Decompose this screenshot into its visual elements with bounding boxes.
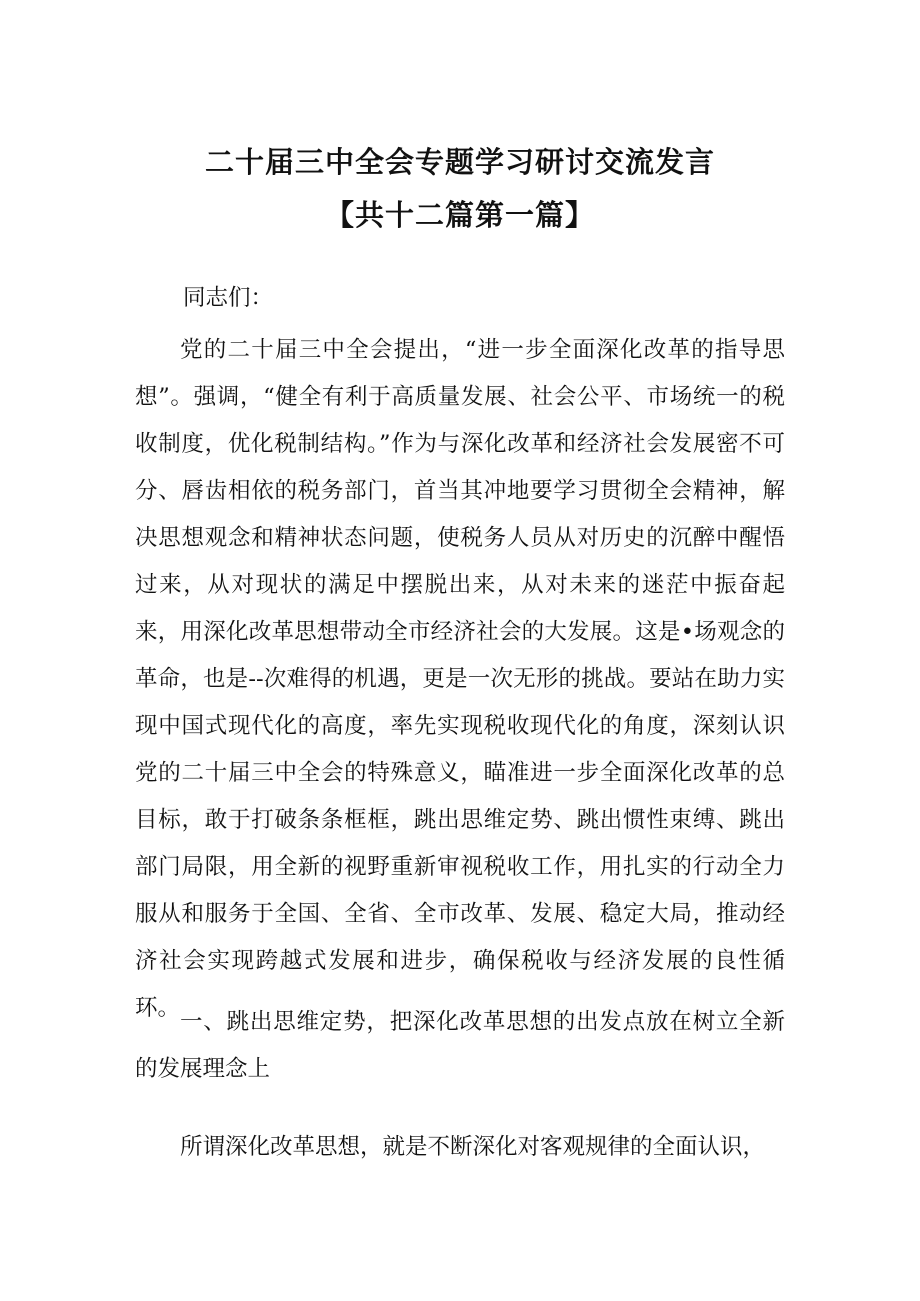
paragraph-2: 所谓深化改革思想，就是不断深化对客观规律的全面认识， (180, 1134, 766, 1160)
section-heading-1: 一、跳出思维定势，把深化改革思想的出发点放在树立全新的发展理念上 (135, 1009, 785, 1082)
paragraph-1: 党的二十届三中全会提出，“进一步全面深化改革的指导思想”。强调，“健全有利于高质量发展、社会公平、市场统一的税收制度，优化税制结构。”作为与深化改革和经济社会发展密不可分、唇齿相依的税务部门，首当其冲地要学习贯彻全会精神，解决思想观念和精神状态问题，使税务人员从对历史的沉醉中醒悟过来，从对现状的满足中摆脱出来，从对未来的迷茫中振奋起来，用深化改革思想带动全市经济社会的大发展。这是•场观念的革命，也是--次难得的机遇，更是一次无形的挑战。要站在助力实现中国式现代化的高度，率先实现税收现代化的角度，深刻认识党的二十届三中全会的特殊意义，瞄准进一步全面深化改革的总目标，敢于打破条条框框，跳出思维定势、跳出惯性束缚、跳出部门局限，用全新的视野重新审视税收工作，用扎实的行动全力服从和服务于全国、全省、全市改革、发展、稳定大局，推动经济社会实现跨越式发展和进步，确保税收与经济发展的良性循环。 (135, 337, 785, 1021)
salutation: 同志们： (183, 285, 274, 311)
document-subtitle: 【共十二篇第一篇】 (324, 198, 595, 232)
document-title: 二十届三中全会专题学习研讨交流发言 (204, 145, 715, 179)
